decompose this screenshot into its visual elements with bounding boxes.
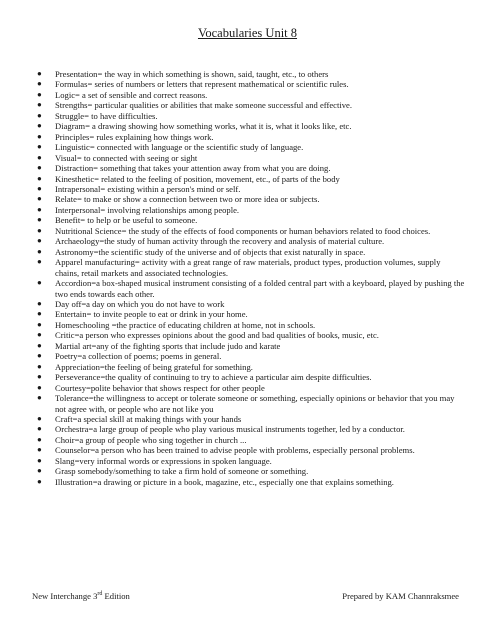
vocabulary-item [35,320,465,330]
bullet-icon: ● [37,163,42,173]
vocabulary-list [35,69,465,487]
vocabulary-item [35,215,465,225]
vocabulary-item [35,477,465,487]
vocabulary-text: Homeschooling =the practice of educating children at home, not in schools. [55,319,316,330]
vocabulary-item [35,153,465,163]
vocabulary-text: Benefit= to help or be useful to someone. [55,215,198,226]
vocabulary-item [35,257,465,278]
bullet-icon: ● [37,298,42,308]
bullet-icon: ● [37,246,42,256]
vocabulary-item [35,372,465,382]
footer-edition-suffix: Edition [102,591,130,601]
bullet-icon: ● [37,413,42,423]
bullet-icon: ● [37,152,42,162]
bullet-icon: ● [37,476,42,486]
vocabulary-text: Tolerance=the willingness to accept or tolerate someone or something, especially opinions or behavior that you may not agree with, or people who are not like you [55,393,455,414]
vocabulary-item [35,435,465,445]
vocabulary-text: Relate= to make or show a connection between two or more idea or subjects. [55,194,320,205]
vocabulary-item [35,174,465,184]
vocabulary-text: Diagram= a drawing showing how something works, what it is, what it looks like, etc. [55,121,352,132]
bullet-icon: ● [37,100,42,110]
vocabulary-item [35,184,465,194]
vocabulary-item [35,121,465,131]
vocabulary-item [35,100,465,110]
vocabulary-text: Visual= to connected with seeing or sight [55,152,198,163]
bullet-icon: ● [37,215,42,225]
vocabulary-text: Distraction= something that takes your attention away from what you are doing. [55,163,331,174]
vocabulary-text: Entertain= to invite people to eat or drink in your home. [55,309,248,320]
vocabulary-text: Astronomy=the scientific study of the universe and of objects that exist naturally in space. [55,246,366,257]
vocabulary-item [35,205,465,215]
vocabulary-item [35,351,465,361]
bullet-icon: ● [37,372,42,382]
vocabulary-item [35,132,465,142]
bullet-icon: ● [37,309,42,319]
vocabulary-item [35,90,465,100]
vocabulary-text: Archaeology=the study of human activity through the recovery and analysis of material culture. [55,236,385,247]
vocabulary-item [35,424,465,434]
vocabulary-text: Linguistic= connected with language or the scientific study of language. [55,142,304,153]
bullet-icon: ● [37,393,42,403]
vocabulary-item [35,163,465,173]
bullet-icon: ● [37,330,42,340]
page-title [0,26,495,41]
bullet-icon: ● [37,79,42,89]
vocabulary-text: Grasp somebody/something to take a firm hold of someone or something. [55,466,309,477]
vocabulary-text: Appreciation=the feeling of being grateful for something. [55,361,253,372]
vocabulary-item [35,362,465,372]
vocabulary-item [35,226,465,236]
bullet-icon: ● [37,466,42,476]
vocabulary-item [35,236,465,246]
bullet-icon: ● [37,194,42,204]
vocabulary-text: Day off=a day on which you do not have to work [55,298,225,309]
bullet-icon: ● [37,236,42,246]
vocabulary-item [35,299,465,309]
footer-edition [32,591,130,601]
vocabulary-item [35,383,465,393]
footer-author: Prepared by KAM Channraksmee [342,591,459,601]
bullet-icon: ● [37,382,42,392]
vocabulary-item [35,393,465,414]
vocabulary-text: Craft=a special skill at making things with your hands [55,413,242,424]
bullet-icon: ● [37,110,42,120]
vocabulary-text: Apparel manufacturing= activity with a great range of raw materials, product types, production volumes, supply chains, retail markets and associated technologies. [55,257,441,278]
vocabulary-text: Principles= rules explaining how things work. [55,131,214,142]
vocabulary-text: Formulas= series of numbers or letters that represent mathematical or scientific rules. [55,79,349,90]
bullet-icon: ● [37,319,42,329]
bullet-icon: ● [37,173,42,183]
bullet-icon: ● [37,445,42,455]
vocabulary-item [35,247,465,257]
vocabulary-text: Nutritional Science= the study of the effects of food components or human behaviors related to food choices. [55,225,431,236]
bullet-icon: ● [37,278,42,288]
bullet-icon: ● [37,131,42,141]
vocabulary-text: Choir=a group of people who sing together in church ... [55,434,247,445]
vocabulary-item [35,414,465,424]
vocabulary-item [35,69,465,79]
footer-edition-superscript: rd [97,591,103,598]
vocabulary-item [35,445,465,455]
bullet-icon: ● [37,121,42,131]
vocabulary-text: Critic=a person who expresses opinions about the good and bad qualities of books, music, etc. [55,330,379,341]
bullet-icon: ● [37,257,42,267]
bullet-icon: ● [37,455,42,465]
bullet-icon: ● [37,69,42,78]
bullet-icon: ● [37,434,42,444]
vocabulary-item [35,341,465,351]
bullet-icon: ● [37,424,42,434]
vocabulary-text: Interpersonal= involving relationships among people. [55,204,240,215]
bullet-icon: ● [37,361,42,371]
vocabulary-item [35,466,465,476]
vocabulary-text: Accordion=a box-shaped musical instrument consisting of a folded central part with a keyboard, played by pushing the two ends towards each other. [55,278,465,299]
vocabulary-text: Slang=very informal words or expressions in spoken language. [55,455,272,466]
vocabulary-text: Intrapersonal= existing within a person's mind or self. [55,183,241,194]
vocabulary-item [35,111,465,121]
vocabulary-item [35,309,465,319]
vocabulary-item [35,79,465,89]
footer-edition-text: New Interchange 3 [32,591,98,601]
vocabulary-text: Perseverance=the quality of continuing to try to achieve a particular aim despite difficulties. [55,372,372,383]
bullet-icon: ● [37,89,42,99]
bullet-icon: ● [37,204,42,214]
vocabulary-text: Presentation= the way in which something is shown, said, taught, etc., to others [55,69,329,79]
vocabulary-text: Strengths= particular qualities or abilities that make someone successful and effective. [55,100,353,111]
vocabulary-text: Counselor=a person who has been trained to advise people with problems, especially personal problems. [55,445,415,456]
vocabulary-text: Kinesthetic= related to the feeling of position, movement, etc., of parts of the body [55,173,340,184]
vocabulary-item [35,194,465,204]
vocabulary-text: Poetry=a collection of poems; poems in general. [55,351,222,362]
vocabulary-text: Courtesy=polite behavior that shows respect for other people [55,382,265,393]
vocabulary-text: Illustration=a drawing or picture in a book, magazine, etc., especially one that explains something. [55,476,394,487]
bullet-icon: ● [37,183,42,193]
vocabulary-item [35,330,465,340]
vocabulary-text: Orchestra=a large group of people who play various musical instruments together, led by a conductor. [55,424,405,435]
vocabulary-text: Martial art=any of the fighting sports that include judo and karate [55,340,281,351]
page-title-text: Vocabularies Unit 8 [197,26,298,40]
bullet-icon: ● [37,225,42,235]
vocabulary-item [35,278,465,299]
bullet-icon: ● [37,351,42,361]
vocabulary-item [35,142,465,152]
vocabulary-text: Logic= a set of sensible and correct reasons. [55,89,208,100]
vocabulary-text: Struggle= to have difficulties. [55,110,158,121]
bullet-icon: ● [37,340,42,350]
bullet-icon: ● [37,142,42,152]
vocabulary-item [35,456,465,466]
